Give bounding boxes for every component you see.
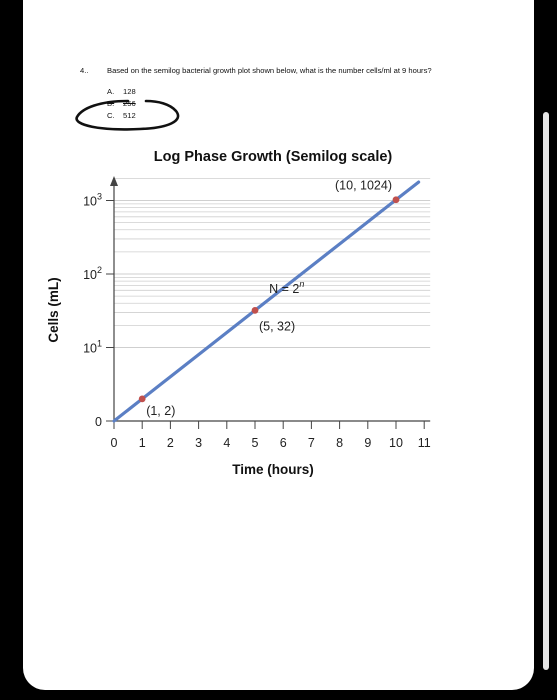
- x-tick-label: 0: [110, 436, 118, 450]
- data-point: [139, 395, 146, 402]
- point-label: (5, 32): [259, 319, 296, 334]
- equation-label: $N = 2^n$: [269, 279, 305, 297]
- y-axis-arrow: [110, 176, 118, 186]
- x-tick-label: 1: [138, 436, 146, 450]
- question-number: 4..: [80, 66, 89, 75]
- chart-labels: [83, 179, 431, 450]
- y-tick-label: $10^1$: [83, 338, 102, 356]
- chart-title: Log Phase Growth (Semilog scale): [153, 149, 393, 165]
- x-tick-label: 4: [223, 436, 231, 450]
- x-tick-label: 8: [336, 436, 344, 450]
- growth-line: [114, 182, 419, 421]
- point-label: (10, 1024): [335, 178, 392, 193]
- x-tick-label: 7: [307, 436, 315, 450]
- y-tick-label: 0: [95, 415, 102, 429]
- option-c-value: 512: [123, 111, 136, 120]
- x-tick-label: 11: [417, 436, 431, 450]
- y-axis-label: Cells (mL): [46, 277, 61, 343]
- x-tick-label: 5: [251, 436, 259, 450]
- x-tick-label: 2: [166, 436, 174, 450]
- point-label: (1, 2): [146, 403, 176, 418]
- option-a-value: 128: [123, 87, 136, 96]
- x-tick-label: 3: [195, 436, 203, 450]
- data-point: [252, 307, 259, 314]
- x-tick-label: 9: [364, 436, 372, 450]
- option-b-value: 256: [123, 99, 136, 108]
- option-a-letter: A.: [107, 87, 115, 96]
- data-point: [393, 196, 400, 203]
- x-axis-label: Time (hours): [232, 462, 314, 477]
- question-text: Based on the semilog bacterial growth plot shown below, what is the number cells/ml at 9 hours?: [107, 66, 432, 75]
- option-c-letter: C.: [107, 111, 115, 120]
- chart-series: [114, 182, 419, 421]
- x-tick-label: 10: [389, 436, 403, 450]
- x-tick-label: 6: [279, 436, 287, 450]
- y-tick-label: $10^3$: [83, 191, 102, 209]
- answer-circle-mark: [77, 101, 178, 129]
- y-tick-label: $10^2$: [83, 265, 102, 282]
- option-b-letter: B.: [107, 99, 115, 108]
